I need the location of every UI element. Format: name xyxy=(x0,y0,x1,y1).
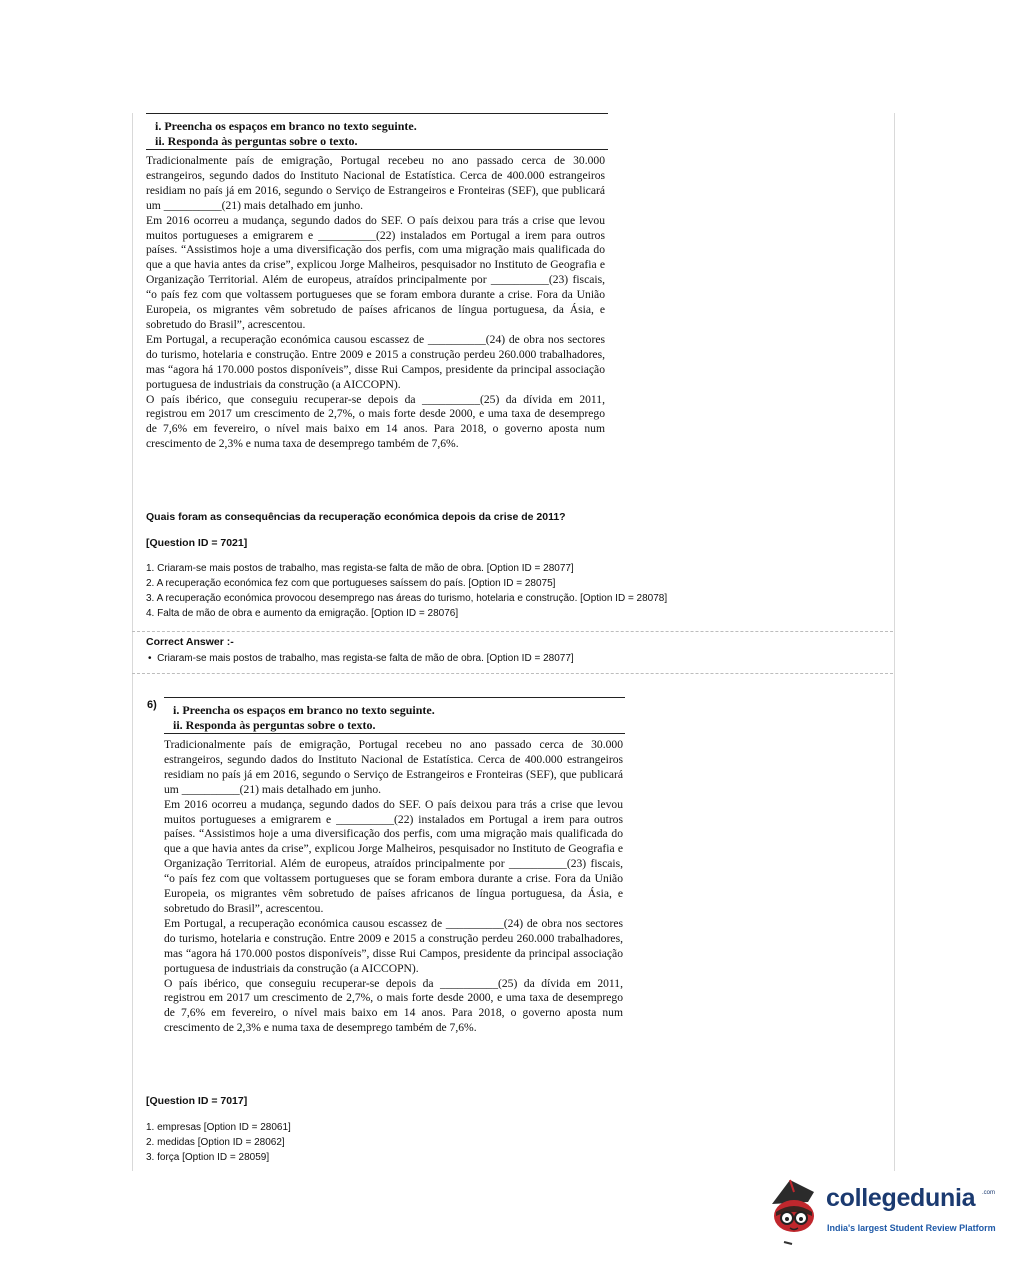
instruction-2: ii. Responda às perguntas sobre o texto. xyxy=(173,718,376,732)
correct-answer-label: Correct Answer :- xyxy=(146,636,234,648)
instructions-rule xyxy=(146,149,608,150)
correct-answer-text: Criaram-se mais postos de trabalho, mas regista-se falta de mão de obra. [Option ID = 28077] xyxy=(157,653,574,664)
correct-answer xyxy=(148,653,574,664)
bullet-icon: • xyxy=(148,653,158,664)
passage-paragraph: O país ibérico, que conseguiu recuperar-se depois da __________(25) da dívida em 2011, registrou em 2017 um crescimento de 2,7%, o mais forte desde 2000, e uma taxa de desemprego de 7,6% em fevereiro, o nível mais baixo em 14 anos. Para 2018, o governo aposta num crescimento de 2,3% e numa taxa de desemprego também de 7,6%. xyxy=(164,976,623,1035)
option-list xyxy=(146,1120,291,1165)
instructions-block-1 xyxy=(155,119,417,149)
question-id: [Question ID = 7021] xyxy=(146,537,248,549)
logo-wordmark: collegedunia xyxy=(826,1184,976,1212)
question-text: Quais foram as consequências da recuperação económica depois da crise de 2011? xyxy=(146,511,566,523)
question-number: 6) xyxy=(147,699,157,711)
collegedunia-logo[interactable] xyxy=(768,1178,998,1248)
option-list xyxy=(146,561,667,621)
passage-paragraph: Em 2016 ocorreu a mudança, segundo dados do SEF. O país deixou para trás a crise que levou muitos portugueses a emigrarem e __________(22) instalados em Portugal a irem para outros países. “Assistimos hoje a uma diversificação dos perfis, com uma migração mais qualificada do que a que havia antes da crise”, explicou Jorge Malheiros, pesquisador no Instituto de Geografia e Organização Territorial. Além de europeus, atraídos principalmente por __________(23) fiscais, “o país fez com que voltassem portugueses que se foram embora durante a crise. Fora da União Europeia, os migrantes vêm sobretudo de países africanos de língua portuguesa, da Ásia, e sobretudo do Brasil”, acrescentou. xyxy=(146,213,605,331)
passage-block-1 xyxy=(146,154,605,452)
top-rule xyxy=(146,113,608,114)
option-item: 3. força [Option ID = 28059] xyxy=(146,1152,270,1163)
option-item: 4. Falta de mão de obra e aumento da emigração. [Option ID = 28076] xyxy=(146,608,459,619)
passage-block-2 xyxy=(164,738,623,1036)
logo-domain: .com xyxy=(982,1190,996,1196)
option-item: 1. empresas [Option ID = 28061] xyxy=(146,1122,291,1133)
passage-paragraph: O país ibérico, que conseguiu recuperar-se depois da __________(25) da dívida em 2011, registrou em 2017 um crescimento de 2,7%, o mais forte desde 2000, e uma taxa de desemprego de 7,6% em fevereiro, o nível mais baixo em 14 anos. Para 2018, o governo aposta num crescimento de 2,3% e numa taxa de desemprego também de 7,6%. xyxy=(146,392,605,451)
question-id: [Question ID = 7017] xyxy=(146,1095,248,1107)
logo-tagline: India's largest Student Review Platform xyxy=(827,1223,996,1233)
passage-paragraph: Em Portugal, a recuperação económica causou escassez de __________(24) de obra nos sectores do turismo, hotelaria e construção. Entre 2009 e 2015 a construção perdeu 260.000 trabalhadores, mas “agora há 170.000 postos disponíveis”, disse Rui Campos, presidente da principal associação portuguesa de industriais da construção (a AICCOPN). xyxy=(164,916,623,975)
option-item: 2. medidas [Option ID = 28062] xyxy=(146,1137,285,1148)
instructions-block-2 xyxy=(173,703,435,733)
instruction-2: ii. Responda às perguntas sobre o texto. xyxy=(155,134,358,148)
option-item: 1. Criaram-se mais postos de trabalho, mas regista-se falta de mão de obra. [Option ID = 28077] xyxy=(146,563,574,574)
option-item: 2. A recuperação económica fez com que portugueses saíssem do país. [Option ID = 28075] xyxy=(146,578,556,589)
instructions-rule xyxy=(164,733,625,734)
section-divider xyxy=(132,631,893,632)
option-item: 3. A recuperação económica provocou desemprego nas áreas do turismo, hotelaria e construção. [Option ID = 28078] xyxy=(146,593,668,604)
passage-paragraph: Em 2016 ocorreu a mudança, segundo dados do SEF. O país deixou para trás a crise que levou muitos portugueses a emigrarem e __________(22) instalados em Portugal a irem para outros países. “Assistimos hoje a uma diversificação dos perfis, com uma migração mais qualificada do que a que havia antes da crise”, explicou Jorge Malheiros, pesquisador no Instituto de Geografia e Organização Territorial. Além de europeus, atraídos principalmente por __________(23) fiscais, “o país fez com que voltassem portugueses que se foram embora durante a crise. Fora da União Europeia, os migrantes vêm sobretudo de países africanos de língua portuguesa, da Ásia, e sobretudo do Brasil”, acrescentou. xyxy=(164,797,623,915)
passage-paragraph: Tradicionalmente país de emigração, Portugal recebeu no ano passado cerca de 30.000 estrangeiros, segundo dados do Instituto Nacional de Estatística. Cerca de 400.000 estrangeiros residiam no país já em 2016, segundo o Serviço de Estrangeiros e Fronteiras (SEF), que publicará um __________(21) mais detalhado em junho. xyxy=(146,154,605,212)
instruction-1: i. Preencha os espaços em branco no texto seguinte. xyxy=(173,703,435,717)
passage-paragraph: Tradicionalmente país de emigração, Portugal recebeu no ano passado cerca de 30.000 estrangeiros, segundo dados do Instituto Nacional de Estatística. Cerca de 400.000 estrangeiros residiam no país já em 2016, segundo o Serviço de Estrangeiros e Fronteiras (SEF), que publicará um __________(21) mais detalhado em junho. xyxy=(164,738,623,796)
passage-paragraph: Em Portugal, a recuperação económica causou escassez de __________(24) de obra nos sectores do turismo, hotelaria e construção. Entre 2009 e 2015 a construção perdeu 260.000 trabalhadores, mas “agora há 170.000 postos disponíveis”, disse Rui Campos, presidente da principal associação portuguesa de industriais da construção (a AICCOPN). xyxy=(146,332,605,391)
section-divider xyxy=(132,673,893,674)
mascot-icon xyxy=(768,1178,824,1248)
instruction-1: i. Preencha os espaços em branco no texto seguinte. xyxy=(155,119,417,133)
top-rule xyxy=(164,697,625,698)
